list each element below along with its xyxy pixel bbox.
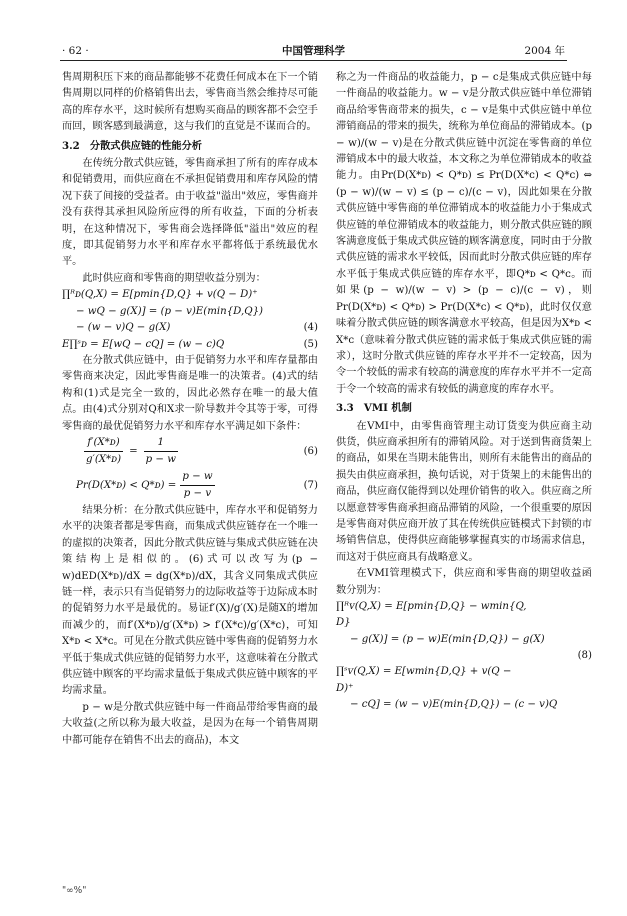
equation-line: ∏ᴿᴠ(Q,X) = E[pmin{D,Q} − wmin{Q, — [336, 601, 527, 612]
equation-4 — [62, 287, 318, 336]
paragraph: 在VMI中，由零售商管理主动订货变为供应商主动供货，供应商承担所有的滞销风险。对于送到售商货架上的商品，如果在当期未能售出，则所有未能售出的商品的损失由供应商承担，换句话说，对于货架上的未能售出的商品，供应商仅能得到以处理价销售的收入。供应商之所以愿意替零售商承担商品滞销的风险，一个很重要的原因是零售商对供应商开放了其在传统供应链模式下封锁的市场销售信息，使得供应商能够掌握真实的市场需求信息，而这对于供应商具有战略意义。 — [336, 420, 592, 563]
equation-6 — [62, 435, 318, 469]
paragraph: 此时供应商和零售商的期望收益分别为： — [82, 272, 266, 284]
equation-9 — [336, 664, 592, 713]
equation-number: (8) — [577, 650, 592, 662]
equation-line — [62, 320, 318, 336]
paragraph: 在传统分散式供应链，零售商承担了所有的库存成本和促销费用，而供应商在不承担促销费用和库存风险的情况下获了间接的受益者。由于收益"溢出"效应，零售商并没有获得其承担风险所应得的所有收益，下面的分析表明，在这种情况下，零售商会选择降低"溢出"效应的程度，即其促销努力水平和库存水平都将低于系统最优水平。 — [62, 158, 318, 268]
denominator: p − v — [183, 488, 212, 500]
paragraph: 称之为一件商品的收益能力，p − c是集成式供应链中每一件商品的收益能力。w − v是分散式供应链中单位滞销商品给零售商带来的损失，c − v是集中式供应链中单位滞销商品的带来的损失，统称为单位商品的滞销成本。(p − w)/(w − v)是在分散式供应链中沉淀在零售商的单位滞销成本中的最大收益，本文称之为单位滞销成本的收益能力。由Pr(D(X*ᴅ) < Q*ᴅ) ≤ Pr(D(X*ᴄ) < Q*ᴄ) ⇔ (p − w)/(w − v) ≤ (p − c)/(c − v)，因此如果在分散式供应链中零售商的单位滞销成本的收益能力小于集成式供应链的单位滞销成本的收益能力，则分散式供应链的顾客满意度低于集成式供应链的顾客满意度，同时由于分散式供应链的需求水平较低，因而此时分散式供应链的库存水平低于集成式供应链的库存水平，即Q*ᴅ < Q*ᴄ。而如果(p − w)/(w − v) > (p − c)/(c − v)，则Pr(D(X*ᴅ) < Q*ᴅ) > Pr(D(X*ᴄ) < Q*ᴅ)，此时仅仅意味着分散式供应链的顾客满意水平较高，但是因为X*ᴅ < X*ᴄ（意味着分散式供应链的需求低于集成式供应链的需求），这时分散式供应链的库存水平并不一定较高，因为令一个较低的需求有较高的满意度的库存水平并不一定高于令一个较高的需求有较低的满意度的库存水平。 — [336, 72, 592, 395]
numerator: f′(X*ᴅ) — [84, 435, 123, 452]
paragraph: 在分散式供应链中，由于促销努力水平和库存量都由零售商来决定，因此零售商是唯一的决策者。(4)式的结构和(1)式是完全一致的，因此必然存在唯一的最大值点。由(4)式分别对Q和X求一阶导数并令其等于零，可得零售商的最优促销努力水平和库存水平满足如下条件： — [62, 354, 318, 432]
page-header — [60, 42, 567, 61]
paragraph: 售周期积压下来的商品都能够不花费任何成本在下一个销售周期以同样的价格销售出去，零售商当然会维持尽可能高的库存水平，这时候所有想购买商品的顾客都不会空手而回，顾客感到最满意，这与我们的直觉是不谋而合的。 — [62, 72, 318, 133]
fraction — [180, 469, 214, 503]
denominator: p − w — [145, 454, 176, 466]
denominator: g′(X*ᴅ) — [86, 454, 122, 466]
equation-text: Pr(D(X*ᴅ) < Q*ᴅ) = — [76, 479, 177, 491]
equation-line: − g(X)] = (p − w)E(min{D,Q}) − g(X) — [350, 633, 545, 645]
equation-line — [336, 648, 592, 664]
equation-line: ∏ˢᴠ(Q,X) = E[wmin{D,Q} + v(Q − — [336, 666, 512, 678]
equation-line: ∏ᴿᴅ(Q,X) = E[pmin{D,Q} + v(Q − D)⁺ — [62, 289, 258, 301]
page-number: · 62 · — [62, 45, 89, 57]
equation-line: D)⁺ — [336, 682, 354, 694]
equation-line: − cQ] = (w − v)E(min{D,Q}) − (c − v)Q — [350, 699, 558, 711]
paragraph: p − w是分散式供应链中每一件商品带给零售商的最大收益(之所以称为最大收益，是因为在每一个销售周期中都可能存在销售不出去的商品)，本文 — [62, 701, 318, 746]
equation-line: D} — [336, 617, 351, 629]
fraction — [84, 435, 123, 469]
equation-text: − (w − v)Q − g(X) — [76, 322, 171, 334]
journal-title: 中国管理科学 — [282, 45, 345, 57]
equation-text: E∏ˢᴅ = E[wQ − cQ] = (w − c)Q — [62, 338, 225, 350]
right-column — [336, 70, 592, 713]
publication-year: 2004 年 — [524, 45, 565, 57]
fraction — [144, 435, 178, 469]
paragraph: 结果分析：在分散式供应链中，库存水平和促销努力水平的决策者都是零售商，而集成式供应链存在一个唯一的虚拟的决策者，因此分散式供应链与集成式供应链在决策结构上是相似的。(6)式可以改写为(p − w)dED(X*ᴅ)/dX = dg(X*ᴅ)/dX，其含义同集成式供应链一样，表示只有当促销努力的边际收益等于边际成本时的促销努力水平是最优的。易证f′(X)/g′(X)是随X的增加而减少的，而f′(X*ᴅ)/g′(X*ᴅ) > f′(X*ᴄ)/g′(X*ᴄ)，可知X*ᴅ < X*ᴄ。可见在分散式供应链中零售商的促销努力水平低于集成式供应链的促销努力水平，这意味着在分散式供应链中顾客的平均需求量低于集成式供应链中顾客的平均需求量。 — [62, 504, 318, 697]
equation-number: (5) — [303, 338, 318, 350]
section-title: 3.2 分散式供应链的性能分析 — [62, 139, 202, 152]
equation-number: (6) — [303, 445, 318, 457]
section-title: 3.3 VMI 机制 — [336, 402, 412, 415]
numerator: p − w — [180, 469, 214, 486]
equation-number: (7) — [303, 479, 318, 491]
equation-line: − wQ − g(X)] = (p − v)E(min{D,Q}) — [76, 305, 264, 317]
equation-8 — [336, 599, 592, 664]
paragraph: 在VMI管理模式下，供应商和零售商的期望收益函数分别为： — [336, 568, 592, 596]
numerator: 1 — [144, 435, 178, 452]
left-column — [62, 70, 318, 749]
footer-mark: "∞%" — [62, 886, 87, 896]
equals-sign: = — [129, 445, 138, 457]
equation-7 — [62, 469, 318, 503]
equation-5 — [62, 337, 318, 353]
equation-number: (4) — [303, 322, 318, 334]
